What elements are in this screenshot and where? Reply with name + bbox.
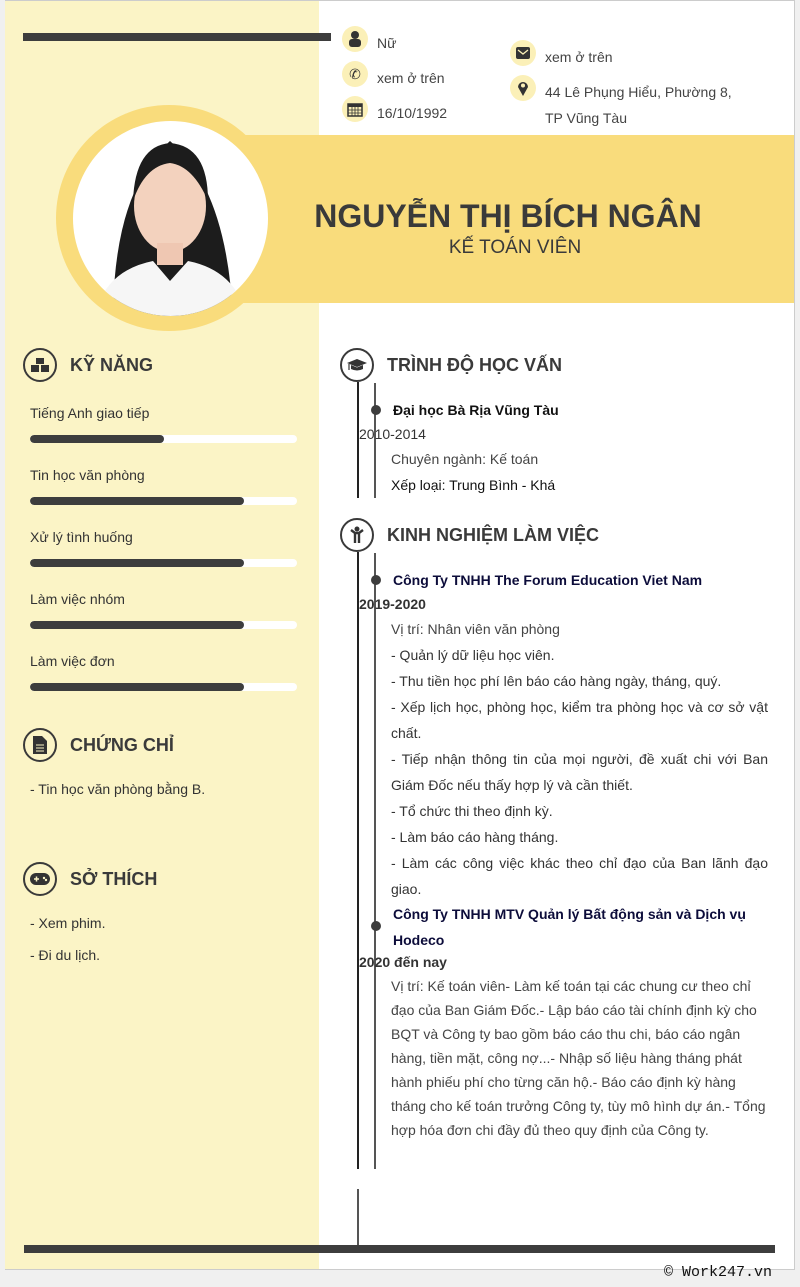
- education-major: Chuyên ngành: Kế toán: [391, 451, 539, 467]
- contact-birthday: 16/10/1992: [342, 96, 447, 126]
- job-duty: - Thu tiền học phí lên báo cáo hàng ngày, tháng, quý.: [391, 673, 722, 689]
- job-duty: - Xếp lịch học, phòng học, kiểm tra phòng học và cơ sở vật chất.: [391, 699, 768, 741]
- job-period: 2019-2020: [359, 596, 426, 612]
- job-duty: - Tổ chức thi theo định kỳ.: [391, 803, 553, 819]
- graduation-cap-icon: [340, 348, 374, 382]
- timeline-line: [357, 552, 359, 1169]
- gamepad-icon: [23, 862, 57, 896]
- skill-label: Tiếng Anh giao tiếp: [30, 405, 150, 421]
- experience-heading: KINH NGHIỆM LÀM VIỆC: [340, 518, 599, 552]
- contact-address: 44 Lê Phụng Hiểu, Phường 8, TP Vũng Tàu: [510, 75, 732, 131]
- top-divider: [23, 33, 331, 41]
- skill-bar: [30, 683, 297, 691]
- contact-email: xem ở trên: [510, 40, 613, 70]
- education-heading: TRÌNH ĐỘ HỌC VẤN: [340, 348, 562, 382]
- candidate-name: NGUYỄN THỊ BÍCH NGÂN: [314, 198, 702, 234]
- timeline-line: [357, 1189, 359, 1247]
- job-duty: - Làm báo cáo hàng tháng.: [391, 829, 559, 845]
- cubes-icon: [23, 348, 57, 382]
- phone-icon: ✆: [342, 61, 368, 87]
- timeline-dot: [371, 575, 381, 585]
- skill-bar-fill: [30, 683, 244, 691]
- skill-bar-fill: [30, 559, 244, 567]
- skill-bar-fill: [30, 621, 244, 629]
- copyright: © Work247.vn: [663, 1264, 772, 1281]
- skill-bar: [30, 559, 297, 567]
- hobby-item: - Đi du lịch.: [30, 947, 101, 963]
- bottom-divider: [24, 1245, 775, 1253]
- skill-label: Xử lý tình huống: [30, 529, 133, 545]
- school-name: Đại học Bà Rịa Vũng Tàu: [393, 402, 559, 418]
- envelope-icon: [510, 40, 536, 66]
- document-icon: [23, 728, 57, 762]
- skill-item: [30, 467, 297, 505]
- skill-item: [30, 405, 297, 443]
- hobbies-heading: SỞ THÍCH: [23, 862, 157, 896]
- company-name: Công Ty TNHH The Forum Education Viet Nam: [393, 572, 703, 588]
- education-period: 2010-2014: [359, 426, 426, 442]
- map-pin-icon: [510, 75, 536, 101]
- education-grade: Xếp loại: Trung Bình - Khá: [391, 477, 556, 493]
- avatar: [73, 121, 268, 316]
- contact-gender: Nữ: [342, 26, 396, 56]
- skill-item: [30, 529, 297, 567]
- skill-label: Tin học văn phòng: [30, 467, 145, 483]
- job-duty: - Quản lý dữ liệu học viên.: [391, 647, 555, 663]
- skill-bar: [30, 435, 297, 443]
- certificates-heading: CHỨNG CHỈ: [23, 728, 174, 762]
- skill-bar: [30, 621, 297, 629]
- timeline-dot: [371, 405, 381, 415]
- skill-bar-fill: [30, 435, 164, 443]
- job-duties: [391, 642, 768, 902]
- skill-item: [30, 591, 297, 629]
- job-title: KẾ TOÁN VIÊN: [448, 237, 582, 258]
- skill-bar-fill: [30, 497, 244, 505]
- calendar-icon: [342, 96, 368, 122]
- skill-label: Làm việc đơn: [30, 653, 115, 669]
- skill-bar: [30, 497, 297, 505]
- company-name: Công Ty TNHH MTV Quản lý Bất động sản và Dịch vụ Hodeco: [393, 906, 746, 948]
- job-duty: - Tiếp nhận thông tin của mọi người, đề xuất chi với Ban Giám Đốc nếu thấy hợp lý và cần thiết.: [391, 751, 768, 793]
- timeline-line: [374, 553, 376, 1169]
- contact-phone: ✆ xem ở trên: [342, 61, 445, 91]
- job-description: Vị trí: Kế toán viên- Làm kế toán tại các chung cư theo chỉ đạo của Ban Giám Đốc.- Lập báo cáo tài chính định kỳ cho BQT và Công ty bao gồm báo cáo thu chi, báo cáo ngân hàng, tiền mặt, công nợ...- Nhập số liệu hàng tháng phát hành phiếu phí cho từng căn hộ.- Báo cáo định kỳ hàng tháng cho kế toán trưởng Công ty, tùy mô hình dự án.- Tổng hợp hóa đơn chi đầy đủ theo quy định của Công ty.: [391, 978, 766, 1138]
- timeline-dot: [371, 921, 381, 931]
- skills-heading: KỸ NĂNG: [23, 348, 153, 382]
- skill-item: [30, 653, 297, 691]
- job-duty: - Làm các công việc khác theo chỉ đạo của Ban lãnh đạo giao.: [391, 855, 768, 897]
- skill-label: Làm việc nhóm: [30, 591, 125, 607]
- job-position: Vị trí: Nhân viên văn phòng: [391, 621, 560, 637]
- certificate-item: - Tin học văn phòng bằng B.: [30, 781, 206, 797]
- job-period: 2020 đến nay: [359, 954, 447, 970]
- hobby-item: - Xem phim.: [30, 915, 106, 931]
- person-icon: [340, 518, 374, 552]
- user-icon: [342, 26, 368, 52]
